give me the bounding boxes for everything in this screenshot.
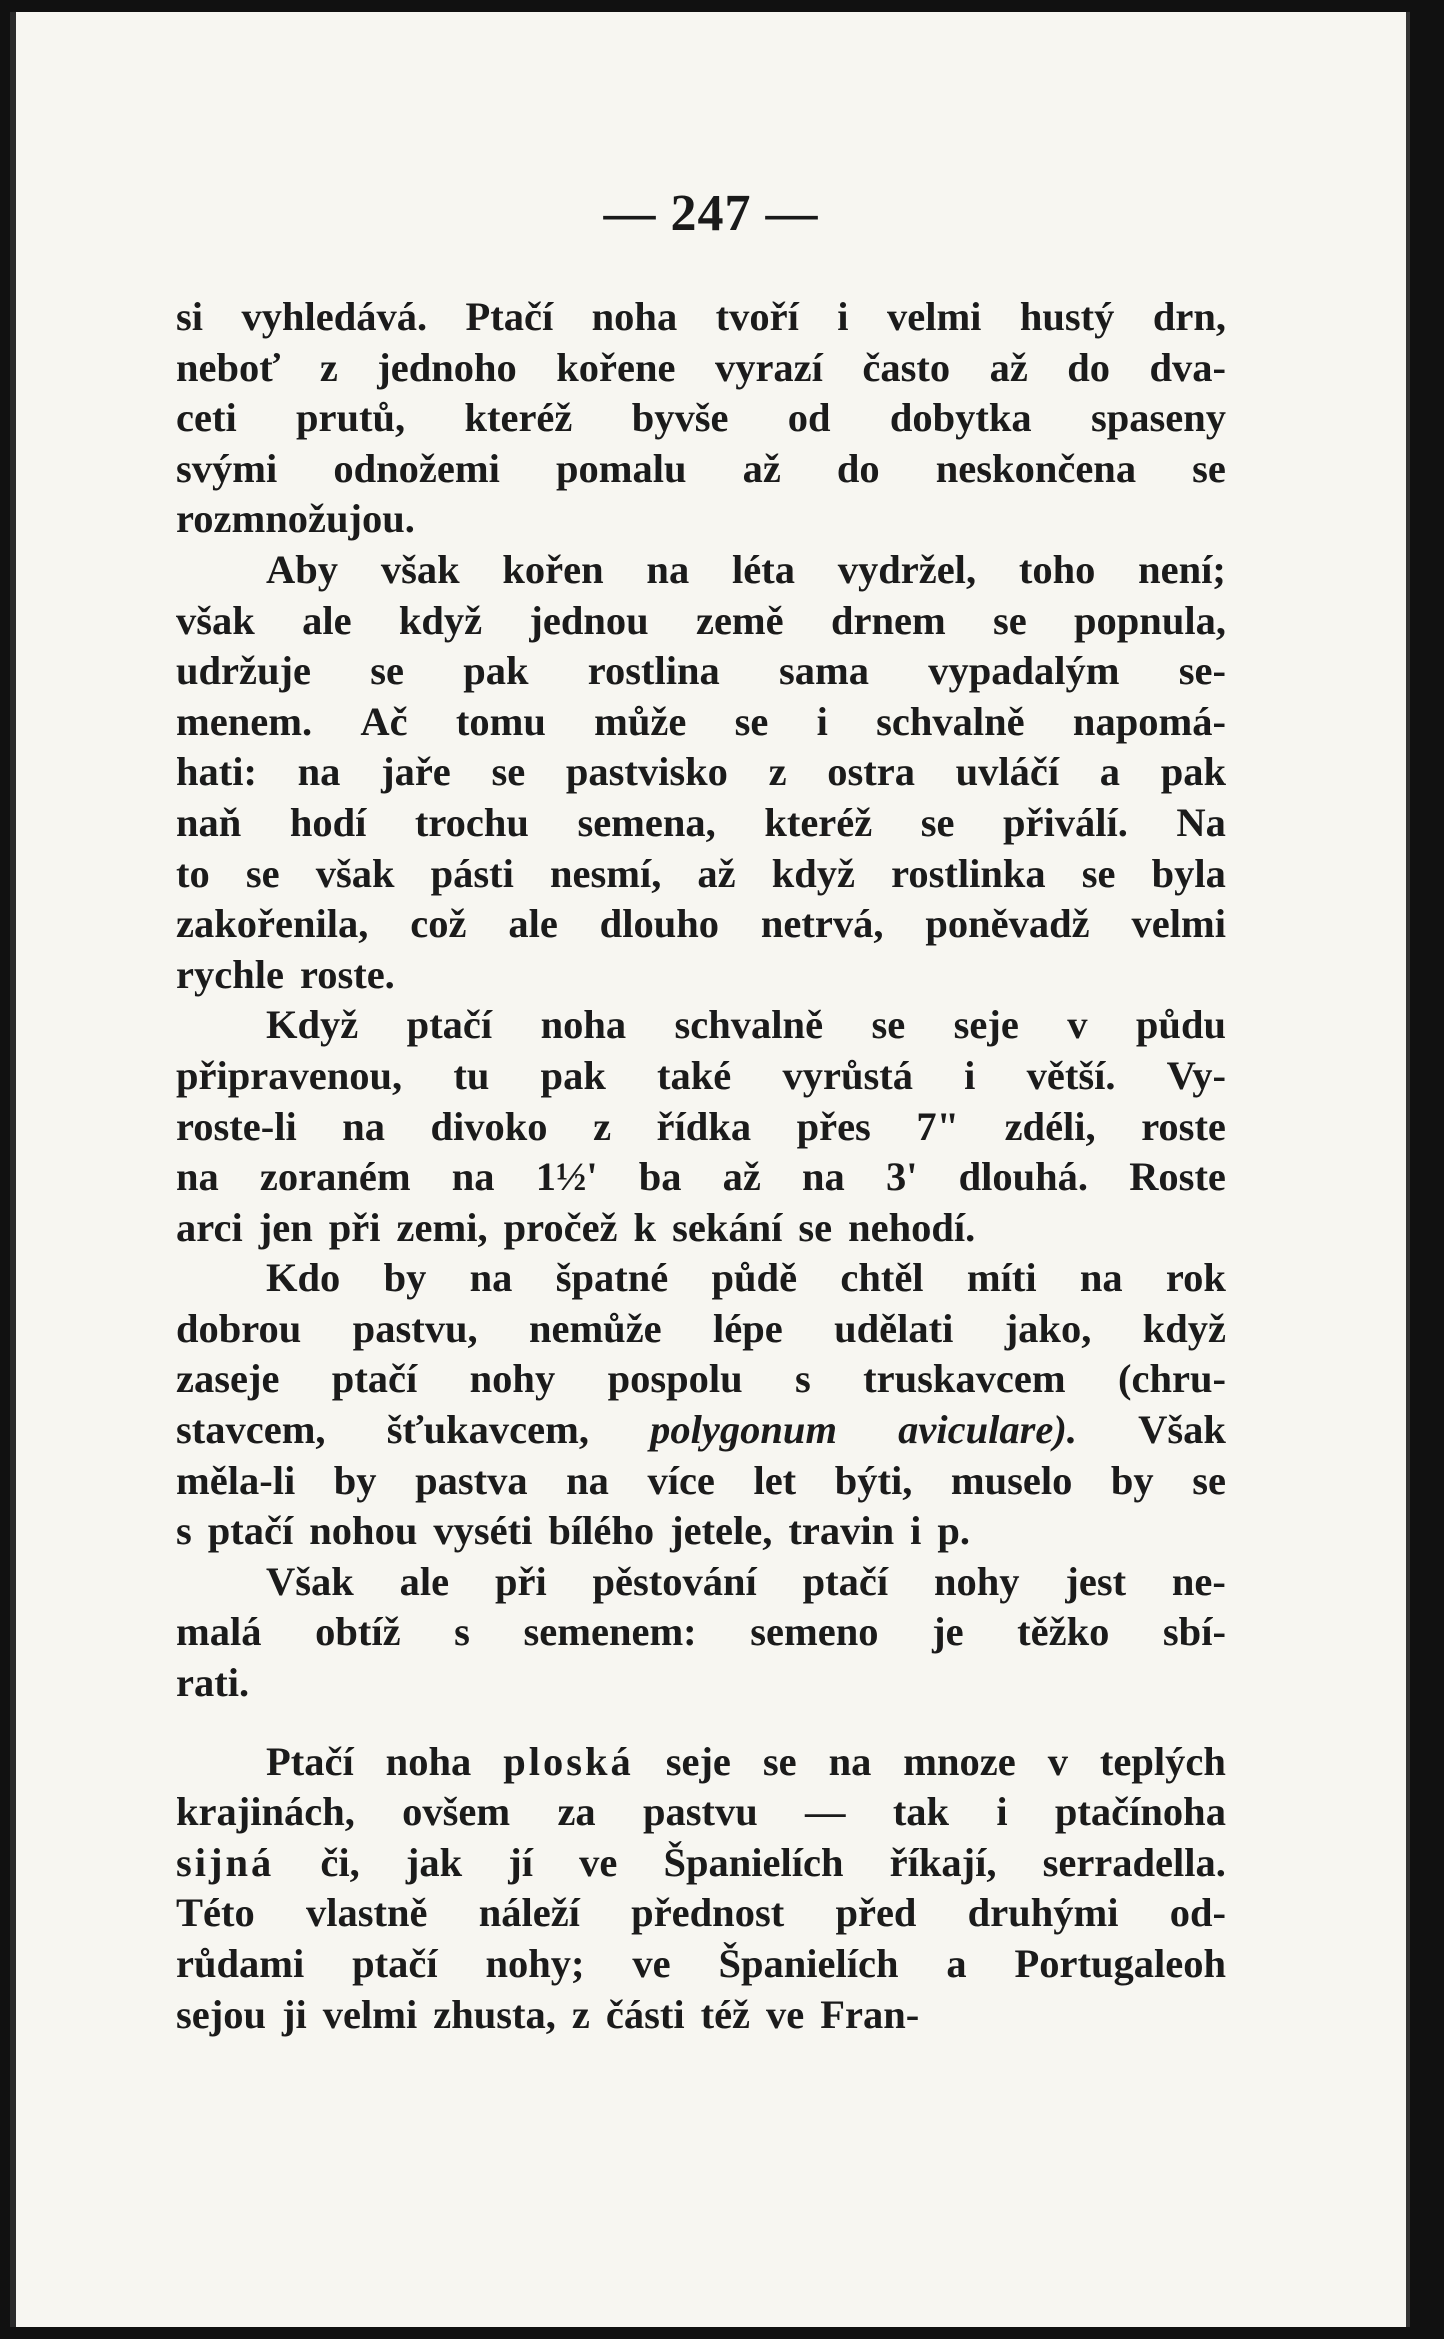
word: drnem xyxy=(830,597,946,643)
word: zdéli, xyxy=(1004,1103,1096,1149)
word: ptačí xyxy=(802,1558,889,1604)
text-line xyxy=(176,1051,1226,1102)
word: nemůže xyxy=(528,1305,662,1351)
word: na xyxy=(1079,1255,1123,1301)
word: jest xyxy=(1065,1558,1127,1604)
word: se xyxy=(1192,1457,1226,1503)
word: před xyxy=(835,1890,917,1936)
word: rostlina xyxy=(587,648,720,694)
word: by xyxy=(383,1255,427,1301)
word: jednou xyxy=(529,597,649,643)
word: teplých xyxy=(1099,1738,1226,1784)
word: v xyxy=(1067,1002,1088,1048)
word: od- xyxy=(1169,1890,1226,1936)
word: jak xyxy=(405,1839,463,1885)
word: z xyxy=(319,344,338,390)
word: udržuje xyxy=(176,648,311,694)
word: pomalu xyxy=(555,445,687,491)
word: a xyxy=(946,1941,967,1986)
word: je xyxy=(932,1609,964,1655)
word: tvoří xyxy=(715,294,799,339)
word: i xyxy=(910,1508,922,1554)
word: jen xyxy=(258,1204,313,1250)
text-line xyxy=(176,444,1226,495)
word: se- xyxy=(1178,648,1226,694)
word: pastva xyxy=(415,1457,528,1503)
word: přiválí. xyxy=(1003,799,1128,845)
word: s xyxy=(176,1508,192,1554)
text-line xyxy=(176,1304,1226,1355)
word: k xyxy=(633,1204,657,1250)
word: divoko xyxy=(430,1103,548,1149)
word: na xyxy=(828,1738,872,1784)
word: noha xyxy=(385,1738,472,1784)
word: i xyxy=(964,1052,976,1098)
word: růdami xyxy=(176,1941,305,1986)
word: rati. xyxy=(176,1660,250,1706)
word: Španielích xyxy=(718,1941,899,1986)
word: (chru- xyxy=(1117,1356,1226,1402)
word: se xyxy=(992,597,1027,643)
word: velmi xyxy=(322,1991,418,2037)
word: ne- xyxy=(1171,1558,1226,1604)
word: zemi, xyxy=(396,1204,488,1250)
word: by xyxy=(1110,1457,1154,1503)
text-line xyxy=(176,798,1226,849)
text-line xyxy=(176,1152,1226,1203)
word: p. xyxy=(937,1508,971,1554)
word: roste-li xyxy=(176,1103,297,1149)
word: ve xyxy=(632,1941,671,1986)
word: sijná xyxy=(176,1839,275,1885)
text-line xyxy=(176,1253,1226,1304)
word: se xyxy=(370,648,404,694)
word: Ptačí xyxy=(465,294,554,339)
word: zhusta, xyxy=(433,1991,556,2037)
word: chtěl xyxy=(840,1255,924,1301)
word: též xyxy=(700,1991,751,2037)
word: bílého xyxy=(548,1508,655,1554)
word: od xyxy=(787,395,831,441)
word: říkají, xyxy=(889,1839,997,1885)
text-line xyxy=(176,1787,1226,1838)
word: do xyxy=(836,445,880,491)
word: se xyxy=(1081,850,1116,896)
word: ovšem xyxy=(402,1789,511,1835)
text-line xyxy=(176,747,1226,798)
word: si xyxy=(176,294,204,339)
word: malá xyxy=(176,1609,262,1655)
word: muselo xyxy=(950,1457,1073,1503)
word: Na xyxy=(1176,799,1226,845)
word: pastvisko xyxy=(565,749,728,795)
word: ale xyxy=(302,597,352,643)
word: léta xyxy=(731,546,795,592)
paragraph-gap xyxy=(176,1709,1226,1737)
word: ba xyxy=(638,1154,682,1200)
word: Když xyxy=(266,1002,359,1048)
text-line xyxy=(176,950,1226,1001)
word: až xyxy=(697,850,736,896)
word: ji xyxy=(282,1991,307,2037)
word: když xyxy=(1142,1305,1226,1351)
word: 1½' xyxy=(535,1154,598,1200)
word: ostra xyxy=(827,749,915,795)
word: se xyxy=(798,1204,833,1250)
word: nehodí. xyxy=(848,1204,976,1250)
word: není; xyxy=(1138,546,1226,592)
word: tak xyxy=(892,1789,950,1835)
word: na xyxy=(176,1154,219,1200)
word: rozmnožujou. xyxy=(176,496,415,542)
word: trochu xyxy=(414,799,529,845)
text-line xyxy=(176,1658,1226,1709)
word: ale xyxy=(508,901,558,947)
text-line xyxy=(176,697,1226,748)
word: zaseje xyxy=(176,1356,280,1402)
word: pak xyxy=(540,1052,606,1098)
word: a xyxy=(1099,749,1121,795)
word: z xyxy=(768,749,787,795)
text-line xyxy=(176,1203,1226,1254)
text-line xyxy=(176,393,1226,444)
word: Však xyxy=(1138,1407,1226,1453)
word: dlouhá. xyxy=(958,1154,1089,1200)
word: semeno xyxy=(750,1609,879,1655)
word: při xyxy=(494,1558,547,1604)
word: vlastně xyxy=(305,1890,428,1936)
word: vyrůstá xyxy=(782,1052,913,1098)
word: nohy xyxy=(469,1356,556,1402)
word: tomu xyxy=(455,698,546,744)
text-line xyxy=(176,596,1226,647)
text-line xyxy=(176,1990,1226,2041)
text-line xyxy=(176,1000,1226,1051)
word: stavcem, xyxy=(176,1407,326,1453)
word: truskavcem xyxy=(863,1356,1066,1402)
word: dobytka xyxy=(889,395,1032,441)
word: roste. xyxy=(299,951,395,997)
text-line xyxy=(176,1888,1226,1939)
word: půdu xyxy=(1135,1002,1226,1048)
word: na xyxy=(566,1457,609,1503)
word: i xyxy=(996,1789,1008,1835)
word: kteréž xyxy=(764,799,873,845)
word: noha xyxy=(591,294,678,339)
word: se xyxy=(871,1002,906,1048)
word: uvláčí xyxy=(955,749,1060,795)
word: až xyxy=(989,344,1028,390)
text-line xyxy=(176,545,1226,596)
word: vyséti xyxy=(433,1508,533,1554)
word: svými xyxy=(176,445,278,491)
text-line xyxy=(176,1607,1226,1658)
word: Ptačí xyxy=(266,1738,354,1784)
word: zakořenila, xyxy=(176,901,369,947)
word: velmi xyxy=(1131,901,1226,947)
word: vyhledává. xyxy=(241,294,428,339)
word: se xyxy=(762,1738,797,1784)
word: krajinách, xyxy=(176,1789,355,1835)
word: ceti xyxy=(176,395,237,441)
word: nohou xyxy=(309,1508,418,1554)
word: míti xyxy=(966,1255,1037,1301)
word: řídka xyxy=(656,1103,752,1149)
text-line xyxy=(176,1737,1226,1788)
word: špatné xyxy=(555,1255,669,1301)
word: se xyxy=(734,698,769,744)
word: to xyxy=(176,850,210,896)
word: sbí- xyxy=(1162,1609,1226,1655)
word: při xyxy=(328,1204,381,1250)
text-line xyxy=(176,1557,1226,1608)
word: dlouho xyxy=(599,901,719,947)
word: schvalně xyxy=(876,698,1025,744)
word: netrvá, xyxy=(760,901,884,947)
text-line xyxy=(176,1506,1226,1557)
word: pak xyxy=(463,648,529,694)
word: druhými xyxy=(967,1890,1119,1936)
word: Portugaleoh xyxy=(1014,1941,1226,1986)
word: ptačí xyxy=(207,1508,294,1554)
text-line xyxy=(176,1456,1226,1507)
word: šťukavcem, xyxy=(386,1407,589,1453)
word: let xyxy=(753,1457,797,1503)
word: arci xyxy=(176,1204,243,1250)
body-text xyxy=(176,292,1226,2040)
word: Ač xyxy=(360,698,408,744)
word: seje xyxy=(665,1738,731,1784)
word: z xyxy=(571,1991,590,2037)
text-line xyxy=(176,1354,1226,1405)
word: popnula, xyxy=(1074,597,1226,643)
word: kořene xyxy=(556,344,676,390)
word: dobrou xyxy=(176,1305,302,1351)
word: travin xyxy=(788,1508,895,1554)
text-line xyxy=(176,849,1226,900)
word: pak xyxy=(1160,749,1226,795)
word: poněvadž xyxy=(925,901,1090,947)
word: v xyxy=(1047,1738,1068,1784)
word: ptačí xyxy=(331,1356,418,1402)
book-page xyxy=(10,12,1410,2327)
word: s xyxy=(795,1356,811,1402)
word: hodí xyxy=(289,799,367,845)
word: větší. xyxy=(1026,1052,1116,1098)
word: rychle xyxy=(176,951,284,997)
word: kořen xyxy=(502,546,604,592)
text-line xyxy=(176,1939,1226,1990)
word: se xyxy=(1192,445,1226,491)
word: spaseny xyxy=(1090,395,1226,441)
text-line xyxy=(176,292,1226,343)
word: pastvu xyxy=(642,1789,758,1835)
word: 7" xyxy=(916,1103,960,1149)
word: noha xyxy=(540,1002,627,1048)
word: Fran- xyxy=(820,1991,920,2037)
word: nohy; xyxy=(485,1941,585,1986)
word: do xyxy=(1067,344,1111,390)
word: jí xyxy=(508,1839,533,1885)
word: neskončena xyxy=(935,445,1137,491)
word: ptačí xyxy=(406,1002,493,1048)
word: však xyxy=(380,546,460,592)
word: připravenou, xyxy=(176,1052,403,1098)
word: býti, xyxy=(834,1457,913,1503)
word: půdě xyxy=(711,1255,798,1301)
word: což xyxy=(410,901,467,947)
word: Roste xyxy=(1129,1154,1226,1200)
word: byvše xyxy=(631,395,729,441)
word: seje xyxy=(953,1002,1019,1048)
word: náleží xyxy=(478,1890,580,1936)
word: na xyxy=(646,546,690,592)
word: až xyxy=(722,1154,761,1200)
word: na xyxy=(802,1154,845,1200)
text-line xyxy=(176,1838,1226,1889)
word: ploská xyxy=(503,1738,634,1784)
word: tu xyxy=(453,1052,490,1098)
word: pastvu, xyxy=(352,1305,478,1351)
word: země xyxy=(695,597,784,643)
word: 3' xyxy=(885,1154,918,1200)
word: měla-li xyxy=(176,1457,296,1503)
word: ve xyxy=(766,1991,805,2037)
word: za xyxy=(557,1789,596,1835)
word: Této xyxy=(176,1890,255,1936)
word: na xyxy=(469,1255,513,1301)
word: semenem: xyxy=(523,1609,697,1655)
word: menem. xyxy=(176,698,313,744)
word: se xyxy=(491,749,526,795)
word: Však xyxy=(266,1558,354,1604)
word: z xyxy=(593,1103,612,1149)
word: — xyxy=(805,1789,846,1835)
word: sejou xyxy=(176,1991,266,2037)
word: serradella. xyxy=(1042,1839,1226,1885)
word: i xyxy=(816,698,828,744)
word: části xyxy=(605,1991,685,2037)
word: roste xyxy=(1141,1103,1226,1149)
word: zoraném xyxy=(259,1154,411,1200)
word: drn, xyxy=(1152,294,1226,339)
word: semena, xyxy=(577,799,716,845)
word: dva- xyxy=(1149,344,1226,390)
word: když xyxy=(771,850,856,896)
text-line xyxy=(176,1405,1226,1456)
word: rostlinka xyxy=(891,850,1046,896)
word: více xyxy=(647,1457,715,1503)
word: Aby xyxy=(266,546,339,592)
word: pospolu xyxy=(607,1356,743,1402)
word: lépe xyxy=(713,1305,783,1351)
word: rok xyxy=(1165,1255,1226,1301)
word: prutů, xyxy=(296,395,406,441)
word: vydržel, xyxy=(837,546,977,592)
word: však xyxy=(176,597,255,643)
word: ale xyxy=(399,1558,450,1604)
word: nohy xyxy=(933,1558,1020,1604)
word: polygonum xyxy=(650,1407,837,1453)
word: přednost xyxy=(631,1890,785,1936)
word: či, xyxy=(320,1839,360,1885)
word: toho xyxy=(1018,546,1096,592)
word: často xyxy=(862,344,951,390)
word: byla xyxy=(1151,850,1226,896)
word: sekání xyxy=(672,1204,783,1250)
word: ve xyxy=(579,1839,618,1885)
word: hati: xyxy=(176,749,257,795)
word: může xyxy=(594,698,687,744)
word: velmi xyxy=(886,294,982,339)
word: mnoze xyxy=(903,1738,1016,1784)
word: aviculare). xyxy=(898,1407,1077,1453)
word: ptačí xyxy=(352,1941,438,1986)
word: na xyxy=(297,749,341,795)
word: obtíž xyxy=(315,1609,401,1655)
word: na xyxy=(451,1154,495,1200)
word: se xyxy=(920,799,955,845)
word: Španielích xyxy=(663,1839,844,1885)
word: kteréž xyxy=(464,395,573,441)
word: i xyxy=(837,294,849,339)
word: pásti xyxy=(430,850,514,896)
word: udělati xyxy=(834,1305,954,1351)
word: Kdo xyxy=(266,1255,341,1301)
word: neboť xyxy=(176,344,281,390)
page-number: — 247 — xyxy=(603,185,819,242)
word: přes xyxy=(796,1103,871,1149)
word: také xyxy=(657,1052,732,1098)
word: s xyxy=(454,1609,470,1655)
word: sama xyxy=(778,648,869,694)
word: však xyxy=(315,850,395,896)
word: by xyxy=(333,1457,377,1503)
word: napomá- xyxy=(1072,698,1226,744)
word: když xyxy=(398,597,483,643)
text-line xyxy=(176,646,1226,697)
word: až xyxy=(742,445,781,491)
text-line xyxy=(176,494,1226,545)
word: Vy- xyxy=(1166,1052,1226,1098)
word: schvalně xyxy=(674,1002,824,1048)
word: vyrazí xyxy=(714,344,823,390)
word: jetele, xyxy=(670,1508,773,1554)
word: hustý xyxy=(1019,294,1115,339)
word: naň xyxy=(176,799,242,845)
text-line xyxy=(176,899,1226,950)
word: vypadalým xyxy=(928,648,1120,694)
word: ptačínoha xyxy=(1054,1789,1226,1835)
word: těžko xyxy=(1017,1609,1110,1655)
word: se xyxy=(245,850,280,896)
word: nesmí, xyxy=(549,850,662,896)
word: jaře xyxy=(381,749,451,795)
word: pěstování xyxy=(592,1558,757,1604)
word: pročež xyxy=(503,1204,618,1250)
word: na xyxy=(342,1103,385,1149)
word: odnožemi xyxy=(333,445,500,491)
text-line xyxy=(176,1102,1226,1153)
word: jako, xyxy=(1004,1305,1092,1351)
text-line xyxy=(176,343,1226,394)
word: jednoho xyxy=(377,344,517,390)
